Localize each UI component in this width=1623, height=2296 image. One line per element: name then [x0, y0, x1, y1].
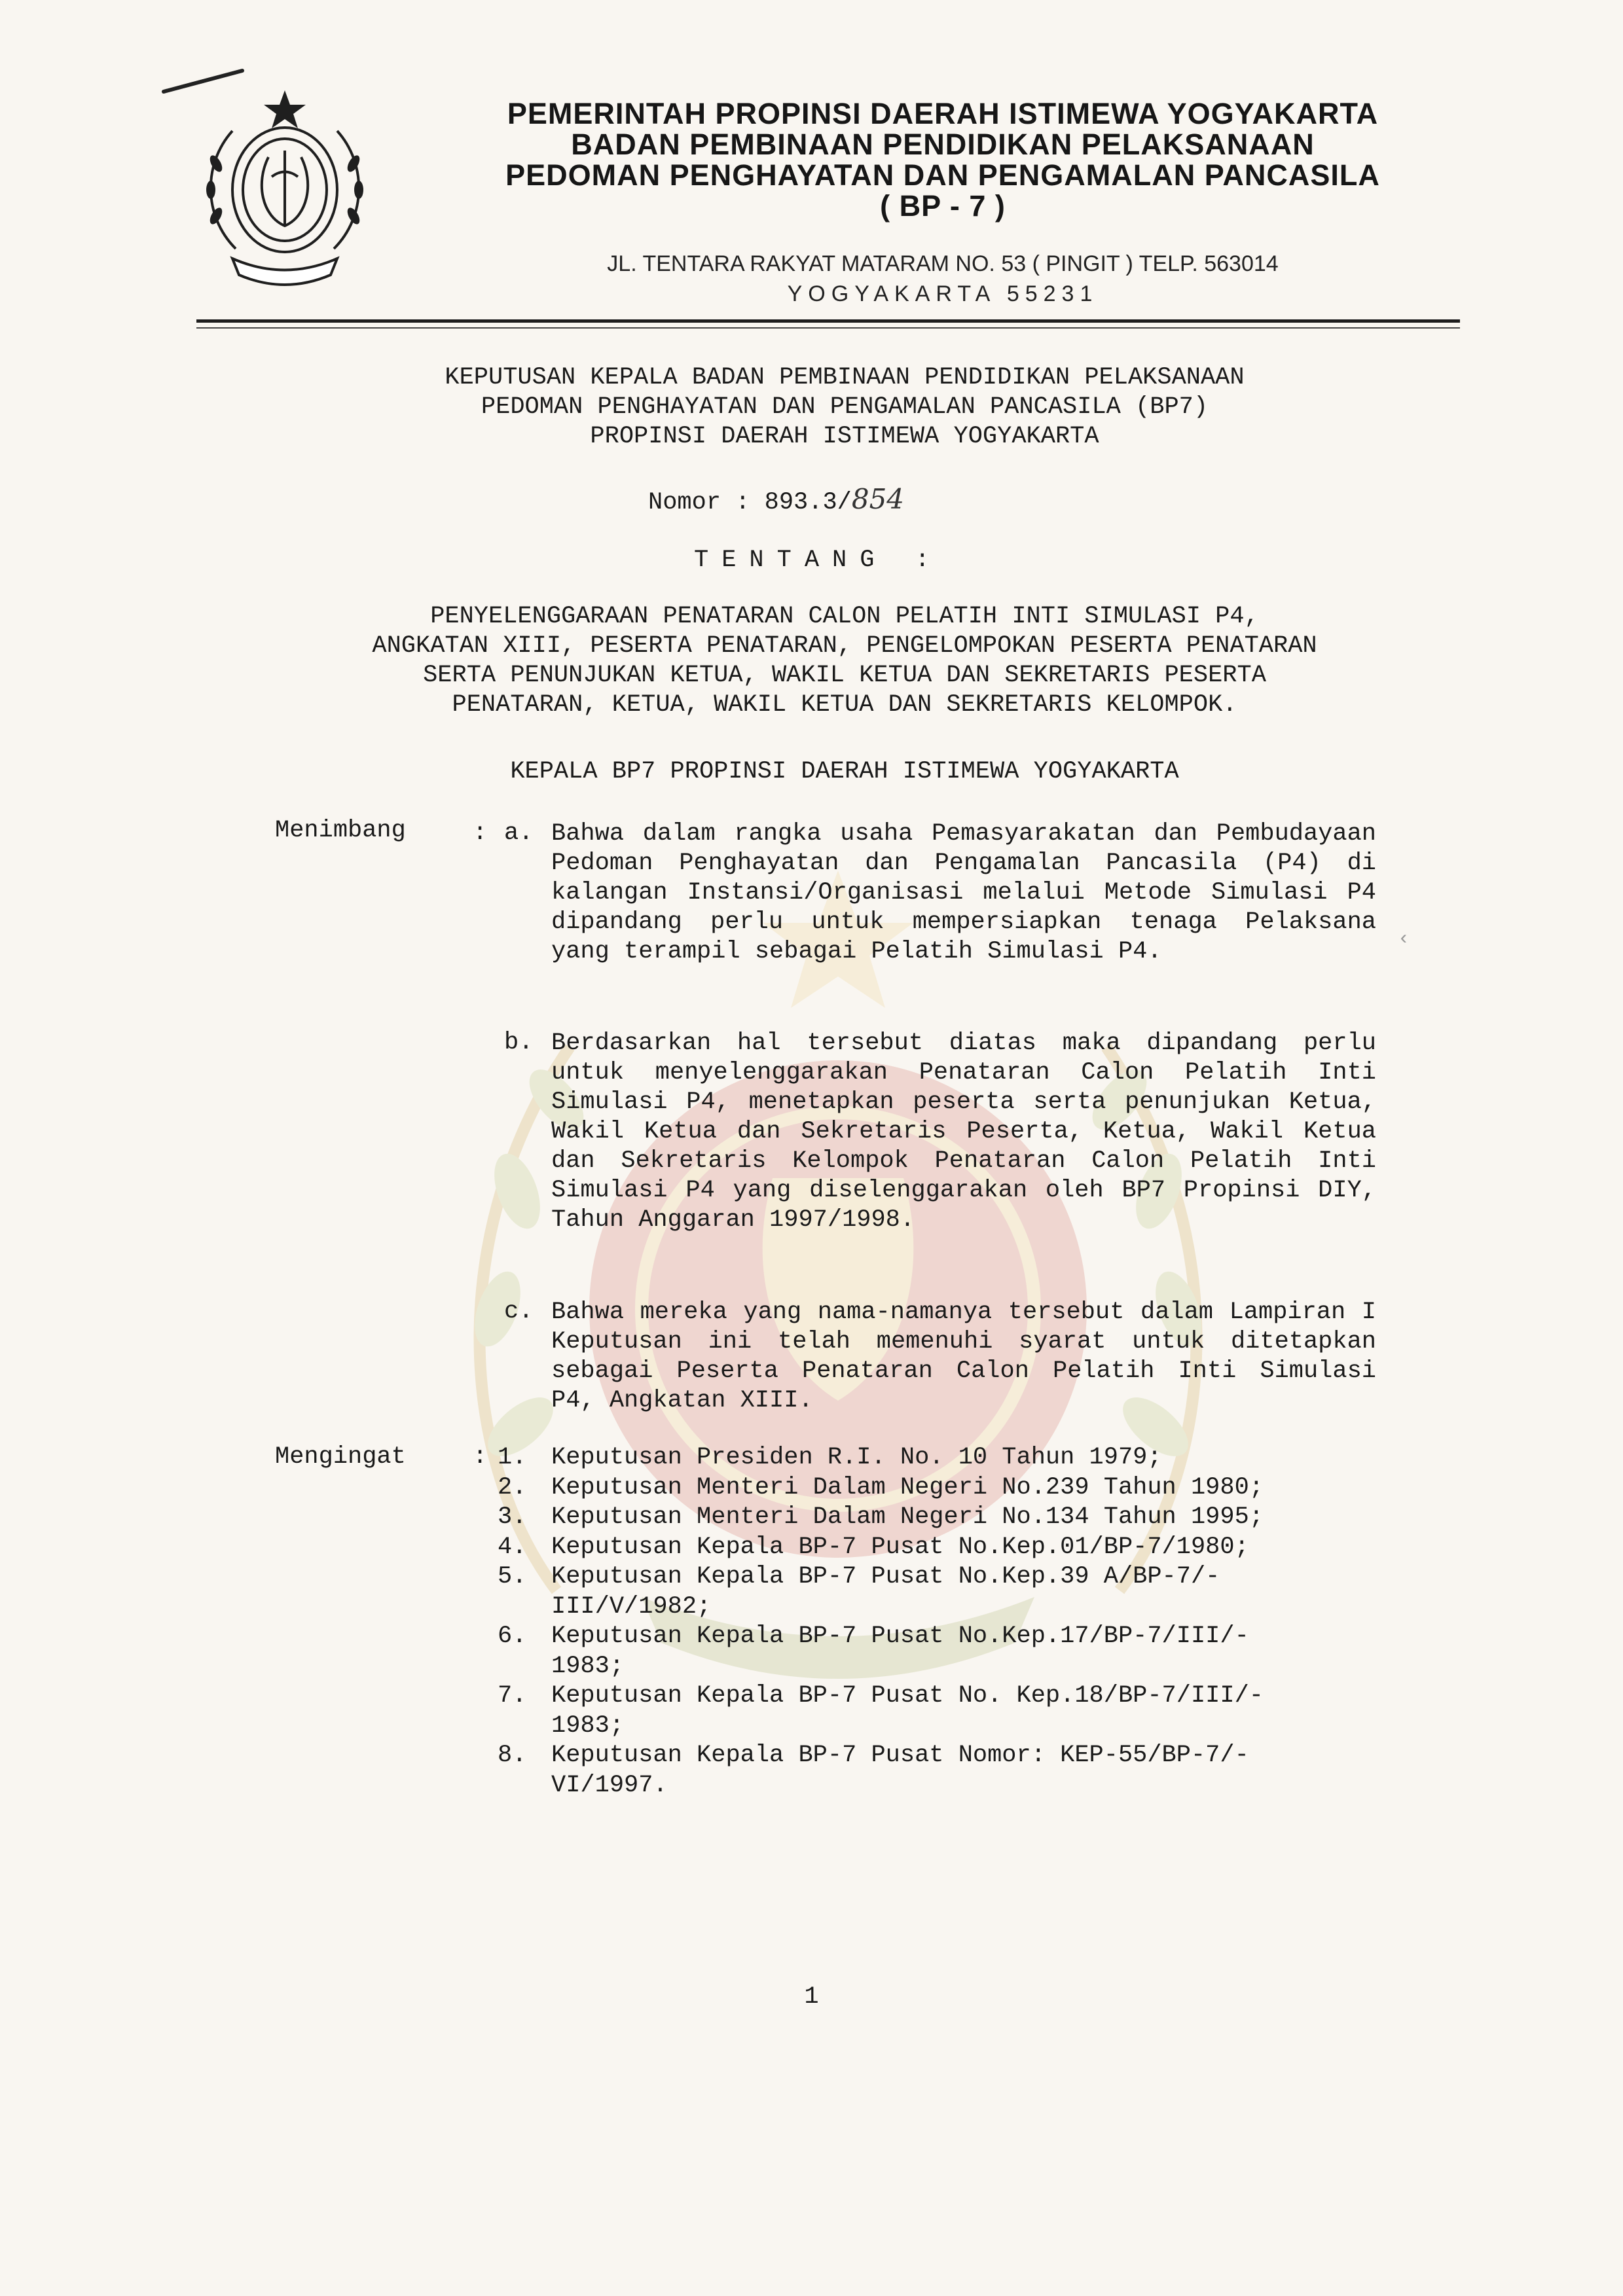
letterhead-line-2: BADAN PEMBINAAN PENDIDIKAN PELAKSANAAN: [571, 128, 1315, 161]
mengingat-list: [498, 1443, 1414, 1801]
list-item: 1983;: [551, 1712, 625, 1740]
margin-mark: ‹: [1398, 928, 1410, 950]
list-item: 3. Keputusan Menteri Dalam Negeri No.134 Tahun 1995;: [498, 1503, 1264, 1531]
menimbang-colon: :: [473, 819, 488, 847]
letterhead-address: [406, 249, 1480, 309]
subject-line-1: PENYELENGGARAAN PENATARAN CALON PELATIH INTI SIMULASI P4,: [430, 603, 1259, 630]
letterhead-line-4: ( BP - 7 ): [880, 189, 1006, 223]
title-line-1: KEPUTUSAN KEPALA BADAN PEMBINAAN PENDIDIKAN PELAKSANAAN: [445, 364, 1245, 391]
address-line: JL. TENTARA RAKYAT MATARAM NO. 53 ( PINGIT ) TELP. 563014: [607, 251, 1279, 276]
list-item: III/V/1982;: [551, 1592, 712, 1621]
letterhead-rule: [196, 319, 1460, 323]
letterhead: [406, 98, 1480, 221]
point-c-mark: c.: [504, 1298, 534, 1325]
point-a-mark: a.: [504, 819, 534, 847]
title-line-2: PEDOMAN PENGHAYATAN DAN PENGAMALAN PANCASILA (BP7): [481, 393, 1209, 421]
letterhead-line-1: PEMERINTAH PROPINSI DAERAH ISTIMEWA YOGYAKARTA: [507, 97, 1379, 130]
decree-title: [262, 363, 1427, 452]
subject-line-4: PENATARAN, KETUA, WAKIL KETUA DAN SEKRETARIS KELOMPOK.: [452, 691, 1237, 719]
point-c-text: Bahwa mereka yang nama-namanya tersebut dalam Lampiran I Keputusan ini telah memenuhi syarat untuk ditetapkan sebagai Peserta Penataran Calon Pelatih Inti Simulasi P4, Angkatan XIII.: [551, 1299, 1376, 1414]
point-b-mark: b.: [504, 1029, 534, 1056]
list-item: VI/1997.: [551, 1771, 668, 1799]
nomor-handwritten: 854: [851, 483, 905, 515]
letterhead-line-3: PEDOMAN PENGHAYATAN DAN PENGAMALAN PANCASILA: [505, 158, 1380, 192]
list-item: 8. Keputusan Kepala BP-7 Pusat Nomor: KEP-55/BP-7/-: [498, 1742, 1249, 1769]
list-item: 7. Keputusan Kepala BP-7 Pusat No. Kep.18/BP-7/III/-: [498, 1682, 1264, 1710]
list-item: 4. Keputusan Kepala BP-7 Pusat No.Kep.01/BP-7/1980;: [498, 1533, 1249, 1561]
list-item: 1. Keputusan Presiden R.I. No. 10 Tahun 1979;: [498, 1444, 1162, 1471]
city-line: YOGYAKARTA 55231: [787, 281, 1099, 306]
decree-subject: [262, 602, 1427, 720]
title-line-3: PROPINSI DAERAH ISTIMEWA YOGYAKARTA: [590, 423, 1099, 450]
mengingat-colon: :: [473, 1443, 488, 1471]
mengingat-label: Mengingat: [275, 1443, 406, 1471]
point-a-text: Bahwa dalam rangka usaha Pemasyarakatan dan Pembudayaan Pedoman Penghayatan dan Pengamalan Pancasila (P4) di kalangan Instansi/Organisasi melalui Metode Simulasi P4 dipandang perlu untuk mempersiapkan tenaga Pelaksana yang terampil sebagai Pelatih Simulasi P4.: [551, 820, 1376, 965]
issuer-line: KEPALA BP7 PROPINSI DAERAH ISTIMEWA YOGYAKARTA: [510, 758, 1179, 785]
page-number: 1: [804, 1983, 819, 2011]
list-item: 6. Keputusan Kepala BP-7 Pusat No.Kep.17/BP-7/III/-: [498, 1623, 1249, 1650]
list-item: 5. Keputusan Kepala BP-7 Pusat No.Kep.39 A/BP-7/-: [498, 1563, 1220, 1590]
decree-number: [648, 483, 904, 516]
point-b-text: Berdasarkan hal tersebut diatas maka dipandang perlu untuk menyelenggarakan Penataran Calon Pelatih Inti Simulasi P4, menetapkan peserta serta penunjukan Ketua, Wakil Ketua dan Sekretaris Peserta, Ketua, Wakil Ketua dan Sekretaris Kelompok Penataran Calon Pelatih Inti Simulasi P4 yang diselenggarakan oleh BP7 Propinsi DIY, Tahun Anggaran 1997/1998.: [551, 1030, 1376, 1234]
menimbang-label: Menimbang: [275, 817, 406, 844]
coat-of-arms-emblem: [196, 85, 373, 295]
nomor-label: Nomor : 893.3/: [648, 489, 852, 516]
subject-line-3: SERTA PENUNJUKAN KETUA, WAKIL KETUA DAN SEKRETARIS PESERTA: [423, 662, 1266, 689]
list-item: 2. Keputusan Menteri Dalam Negeri No.239 Tahun 1980;: [498, 1473, 1264, 1501]
subject-line-2: ANGKATAN XIII, PESERTA PENATARAN, PENGELOMPOKAN PESERTA PENATARAN: [372, 632, 1317, 660]
tentang-heading: TENTANG :: [694, 547, 943, 574]
letterhead-rule-thin: [196, 327, 1460, 329]
list-item: 1983;: [551, 1652, 625, 1680]
